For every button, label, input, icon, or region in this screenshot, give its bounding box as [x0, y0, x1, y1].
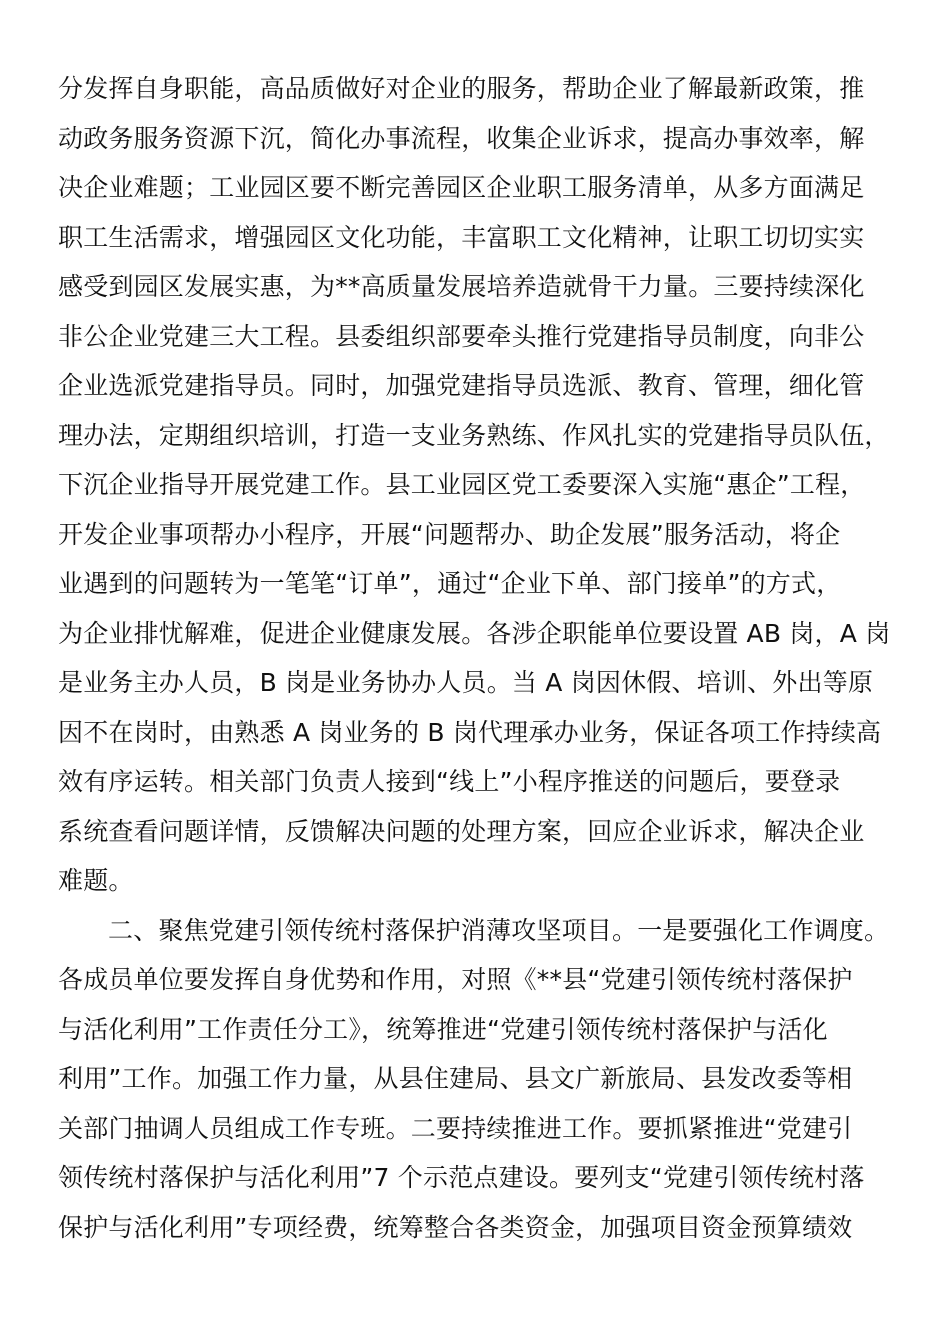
- text-line: 非公企业党建三大工程。县委组织部要牵头推行党建指导员制度，向非公: [58, 321, 865, 351]
- text-line: 动政务服务资源下沉，简化办事流程，收集企业诉求，提高办事效率，解: [58, 123, 865, 153]
- text-line: 感受到园区发展实惠，为**高质量发展培养造就骨干力量。三要持续深化: [58, 272, 865, 301]
- text-line: 决企业难题；工业园区要不断完善园区企业职工服务清单，从多方面满足: [58, 173, 865, 202]
- text-line: 利用”工作。加强工作力量，从县住建局、县文广新旅局、县发改委等相: [58, 1064, 853, 1093]
- text-line: 关部门抽调人员组成工作专班。二要持续推进工作。要抓紧推进“党建引: [58, 1113, 853, 1143]
- text-line: 为企业排忧解难，促进企业健康发展。各涉企职能单位要设置 AB 岗，A 岗: [58, 618, 891, 648]
- text-line: 与活化利用”工作责任分工》，统筹推进“党建引领传统村落保护与活化: [58, 1014, 828, 1044]
- text-line: 是业务主办人员，B 岗是业务协办人员。当 A 岗因休假、培训、外出等原: [58, 668, 874, 697]
- text-line: 职工生活需求，增强园区文化功能，丰富职工文化精神，让职工切切实实: [58, 222, 865, 252]
- text-line: 业遇到的问题转为一笔笔“订单”，通过“企业下单、部门接单”的方式，: [58, 569, 842, 598]
- text-line: 因不在岗时，由熟悉 A 岗业务的 B 岗代理承办业务，保证各项工作持续高: [58, 717, 882, 747]
- text-line: 企业选派党建指导员。同时，加强党建指导员选派、教育、管理，细化管: [58, 371, 865, 400]
- text-line: 领传统村落保护与活化利用”7 个示范点建设。要列支“党建引领传统村落: [58, 1163, 865, 1192]
- text-line: 难题。: [58, 866, 134, 895]
- text-line: 开发企业事项帮办小程序，开展“问题帮办、助企发展”服务活动，将企: [58, 519, 841, 549]
- text-line: 各成员单位要发挥自身优势和作用，对照《**县“党建引领传统村落保护: [58, 965, 853, 994]
- text-line: 理办法，定期组织培训，打造一支业务熟练、作风扎实的党建指导员队伍，: [58, 420, 890, 450]
- document-body: [58, 64, 908, 1252]
- text-line: 效有序运转。相关部门负责人接到“线上”小程序推送的问题后，要登录: [58, 767, 841, 796]
- paragraph-1: [58, 64, 908, 906]
- text-line: 系统查看问题详情，反馈解决问题的处理方案，回应企业诉求，解决企业: [58, 816, 865, 846]
- text-line: 分发挥自身职能，高品质做好对企业的服务，帮助企业了解最新政策，推: [58, 74, 865, 103]
- paragraph-2: [58, 906, 908, 1253]
- text-line: 下沉企业指导开展党建工作。县工业园区党工委要深入实施“惠企”工程，: [58, 470, 866, 499]
- text-line: 保护与活化利用”专项经费，统筹整合各类资金，加强项目资金预算绩效: [58, 1212, 853, 1242]
- section-heading-line: 二、聚焦党建引领传统村落保护消薄攻坚项目。一是要强化工作调度。: [108, 915, 890, 945]
